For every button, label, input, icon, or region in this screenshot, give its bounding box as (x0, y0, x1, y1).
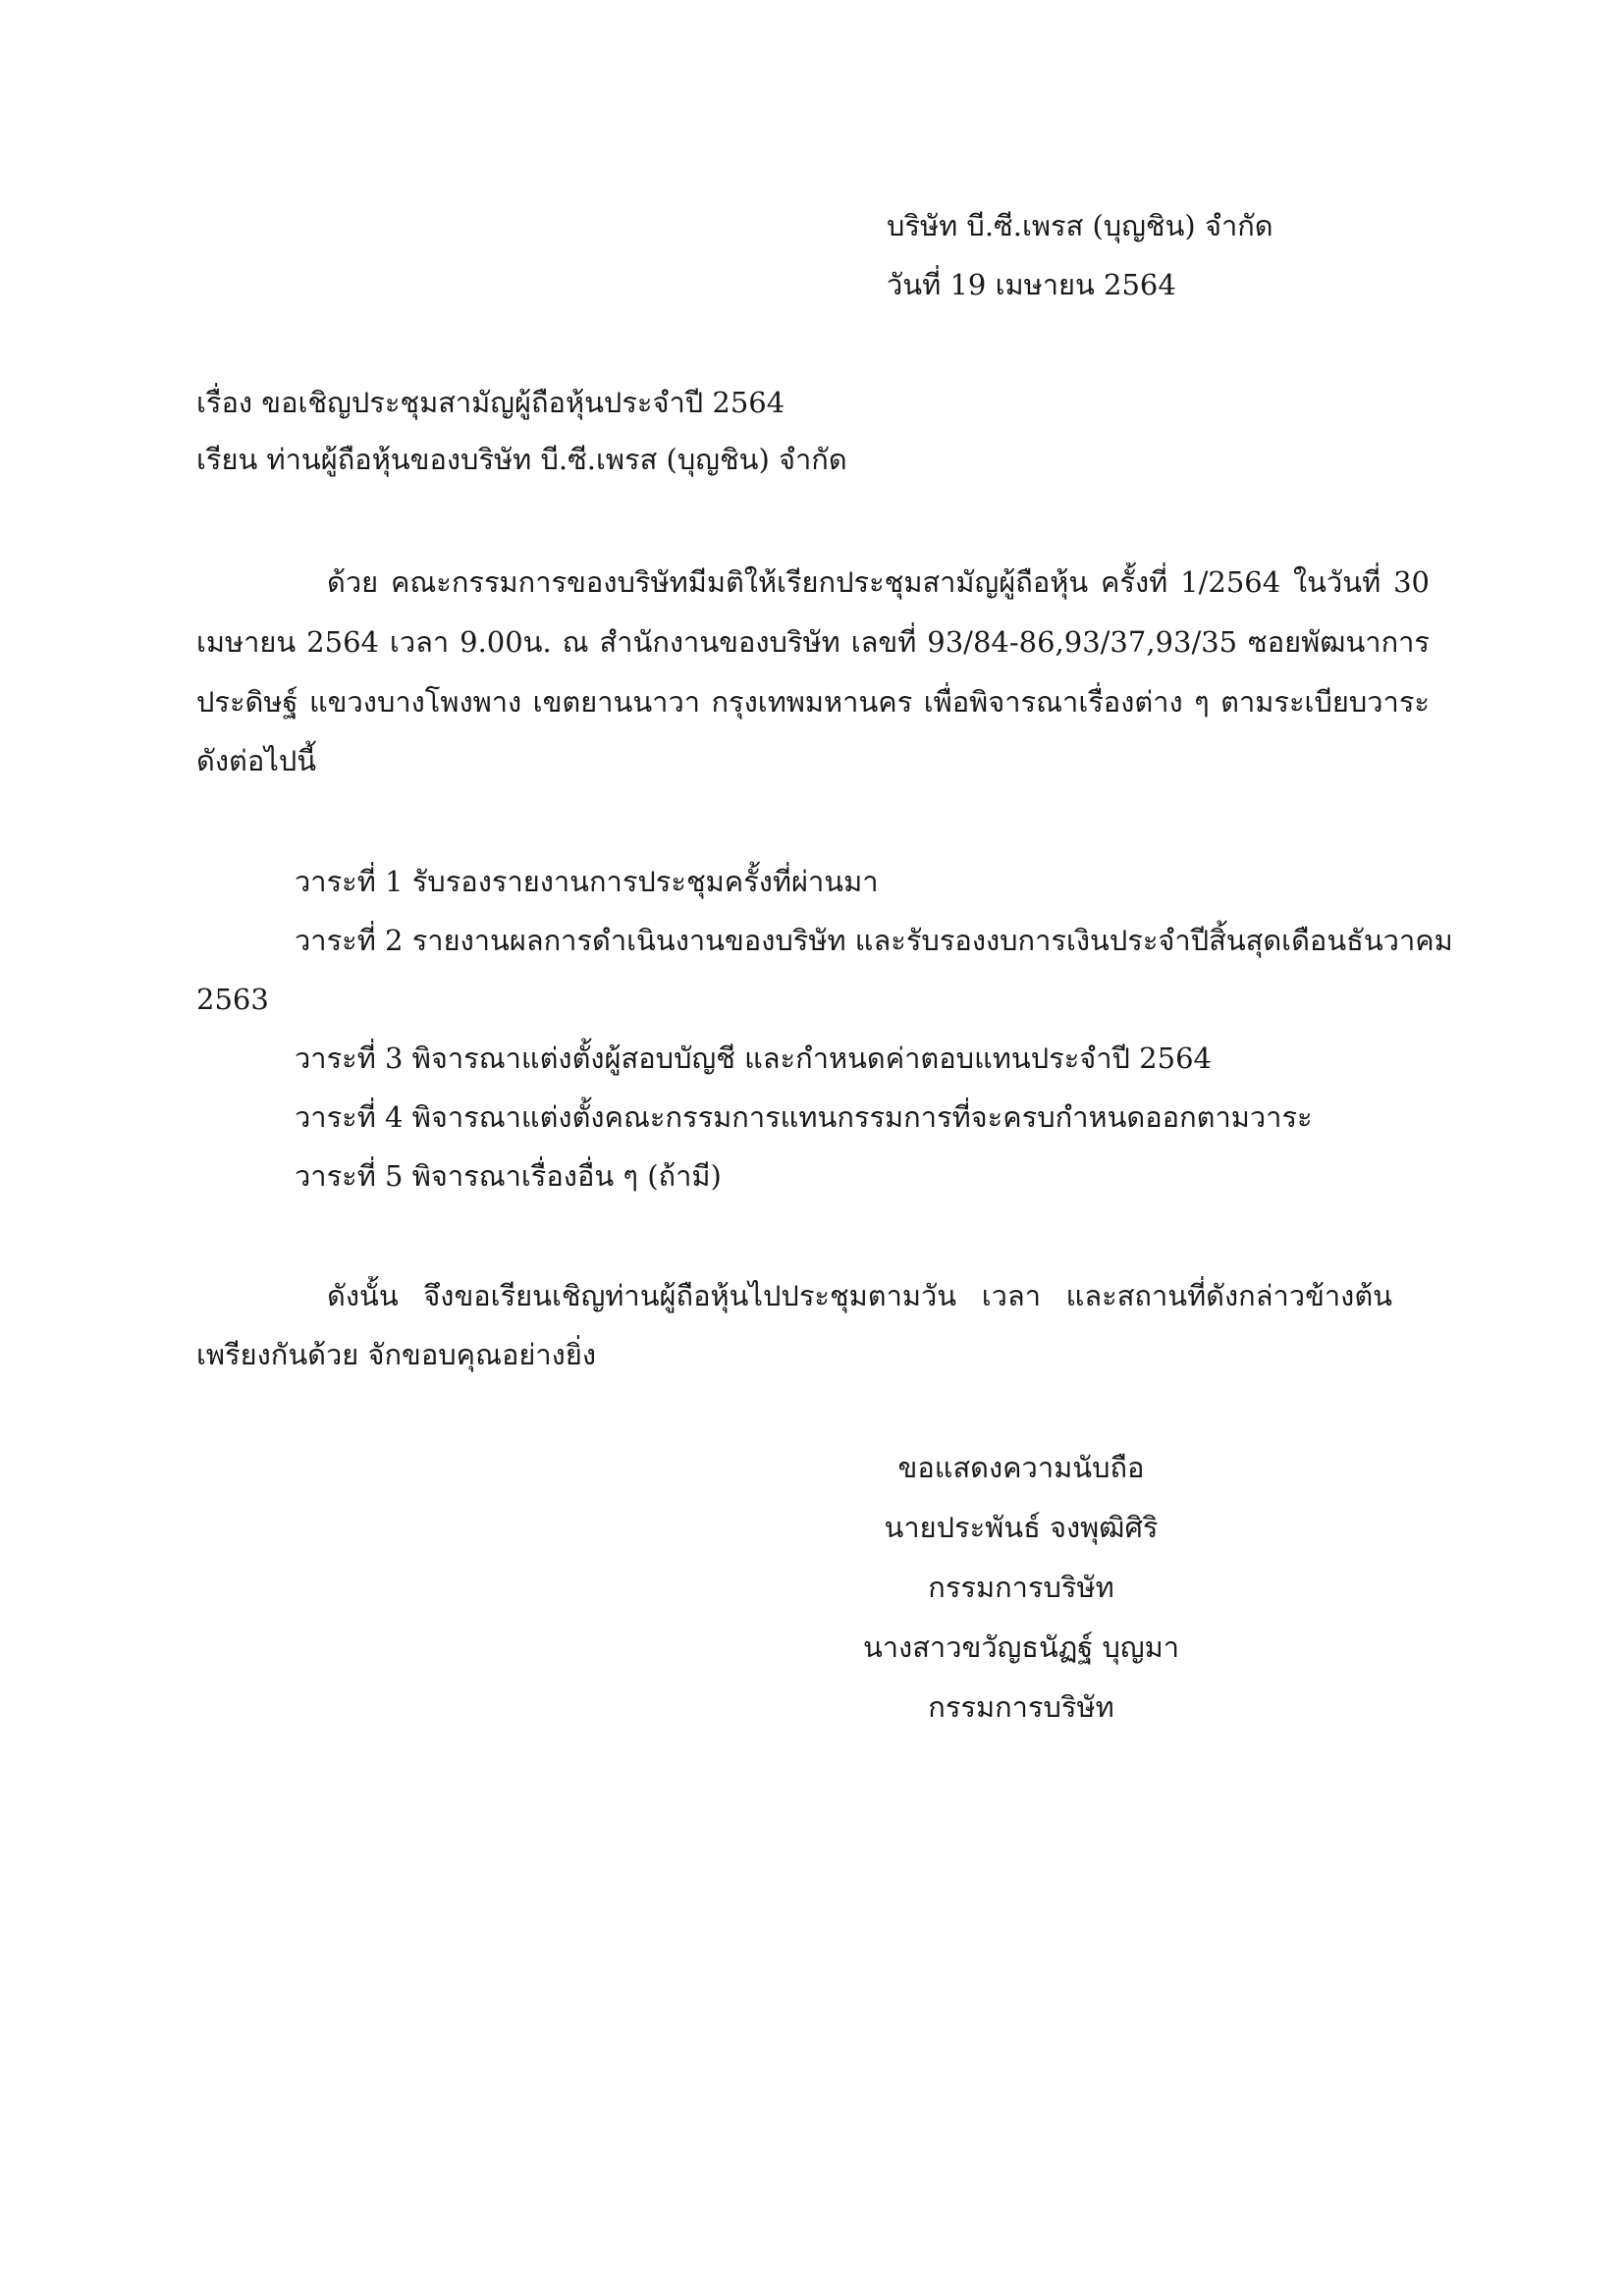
closing-line-1: ดังนั้น จึงขอเรียนเชิญท่านผู้ถือหุ้นไปประชุมตามวัน เวลา และสถานที่ดังกล่าวข้างต้น (327, 1279, 1392, 1312)
signer-2-title: กรรมการบริษัท (928, 1690, 1114, 1724)
agenda-item-3: วาระที่ 3 พิจารณาแต่งตั้งผู้สอบบัญชี และกำหนดค่าตอบแทนประจำปี 2564 (295, 1041, 1212, 1075)
letter-date: วันที่ 19 เมษายน 2564 (887, 268, 1176, 301)
company-name: บริษัท บี.ซี.เพรส (บุญชิน) จำกัด (887, 209, 1273, 242)
agenda-item-4: วาระที่ 4 พิจารณาแต่งตั้งคณะกรรมการแทนกรรมการที่จะครบกำหนดออกตามวาระ (295, 1100, 1313, 1134)
agenda-item-5: วาระที่ 5 พิจารณาเรื่องอื่น ๆ (ถ้ามี) (295, 1159, 722, 1193)
body-line-1: ด้วย คณะกรรมการของบริษัทมีมติให้เรียกประชุมสามัญผู้ถือหุ้น ครั้งที่ 1/2564 ในวันที่ 30 (327, 565, 1430, 599)
subject-title: เรื่อง ขอเชิญประชุมสามัญผู้ถือหุ้นประจำปี 2564 (196, 386, 785, 419)
body-line-4: ดังต่อไปนี้ (196, 744, 317, 777)
regards-text: ขอแสดงความนับถือ (897, 1451, 1145, 1484)
signer-2-name: นางสาวขวัญธนัฏฐ์ บุญมา (862, 1630, 1180, 1664)
signer-1-title: กรรมการบริษัท (928, 1571, 1114, 1604)
letter-header (887, 206, 1273, 304)
addressee: เรียน ท่านผู้ถือหุ้นของบริษัท บี.ซี.เพรส (บุญชิน) จำกัด (196, 443, 847, 476)
agenda-item-2-continuation: 2563 (196, 983, 269, 1016)
signature-block (835, 1448, 1208, 1727)
body-line-3: ประดิษฐ์ แขวงบางโพงพาง เขตยานนาวา กรุงเทพมหานคร เพื่อพิจารณาเรื่องต่าง ๆ ตามระเบียบวาระ (196, 685, 1430, 719)
body-line-2: เมษายน 2564 เวลา 9.00น. ณ สำนักงานของบริษัท เลขที่ 93/84-86,93/37,93/35 ซอยพัฒนาการ (196, 625, 1430, 659)
agenda-item-2: วาระที่ 2 รายงานผลการดำเนินงานของบริษัท และรับรองงบการเงินประจำปีสิ้นสุดเดือนธันวาคม (295, 924, 1453, 957)
closing-line-2: เพรียงกันด้วย จักขอบคุณอย่างยิ่ง (196, 1338, 596, 1371)
signer-1-name: นายประพันธ์ จงพุฒิศิริ (884, 1511, 1159, 1544)
agenda-item-1: วาระที่ 1 รับรองรายงานการประชุมครั้งที่ผ่านมา (295, 865, 879, 898)
subject-block (196, 383, 847, 479)
